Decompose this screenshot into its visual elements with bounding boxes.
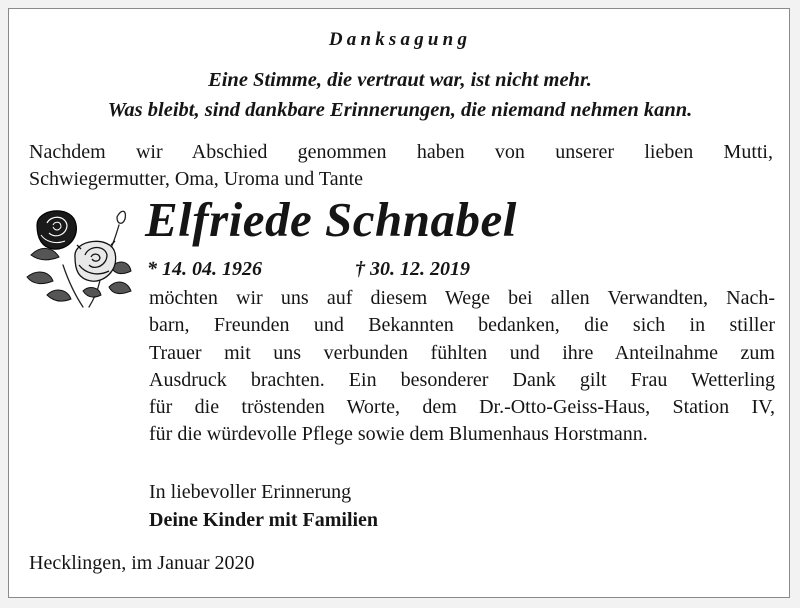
signature: Deine Kinder mit Familien [149, 509, 379, 531]
paragraph-line: barn, Freunden und Bekannten bedanken, die sich in stiller [149, 314, 775, 337]
obituary-notice [8, 8, 790, 598]
roses-icon [23, 195, 135, 311]
motto-line-1: Eine Stimme, die vertraut war, ist nicht mehr. [208, 69, 592, 91]
paragraph-line: Ausdruck brachten. Ein besonderer Dank gilt Frau Wetterling [149, 368, 775, 391]
intro-line-2: Schwiegermutter, Oma, Uroma und Tante [29, 168, 364, 190]
intro-line-1: Nachdem wir Abschied genommen haben von unserer lieben Mutti, [29, 141, 773, 163]
birth-date: * 14. 04. 1926 [147, 258, 262, 280]
place-and-date: Hecklingen, im Januar 2020 [29, 552, 255, 574]
closing-line: In liebevoller Erinnerung [149, 481, 352, 503]
paragraph-line: für die würdevolle Pflege sowie dem Blumenhaus Horstmann. [149, 423, 648, 446]
deceased-name: Elfriede Schnabel [145, 192, 517, 247]
death-date: † 30. 12. 2019 [355, 258, 470, 280]
paragraph-line: für die tröstenden Worte, dem Dr.-Otto-Geiss-Haus, Station IV, [149, 396, 775, 419]
notice-heading: Danksagung [328, 29, 472, 50]
motto-line-2: Was bleibt, sind dankbare Erinnerungen, die niemand nehmen kann. [107, 99, 693, 121]
paragraph-line: möchten wir uns auf diesem Wege bei allen Verwandten, Nach- [149, 287, 775, 309]
thanks-paragraph [149, 285, 775, 449]
paragraph-line: Trauer mit uns verbunden fühlten und ihre Anteilnahme zum [149, 341, 775, 364]
